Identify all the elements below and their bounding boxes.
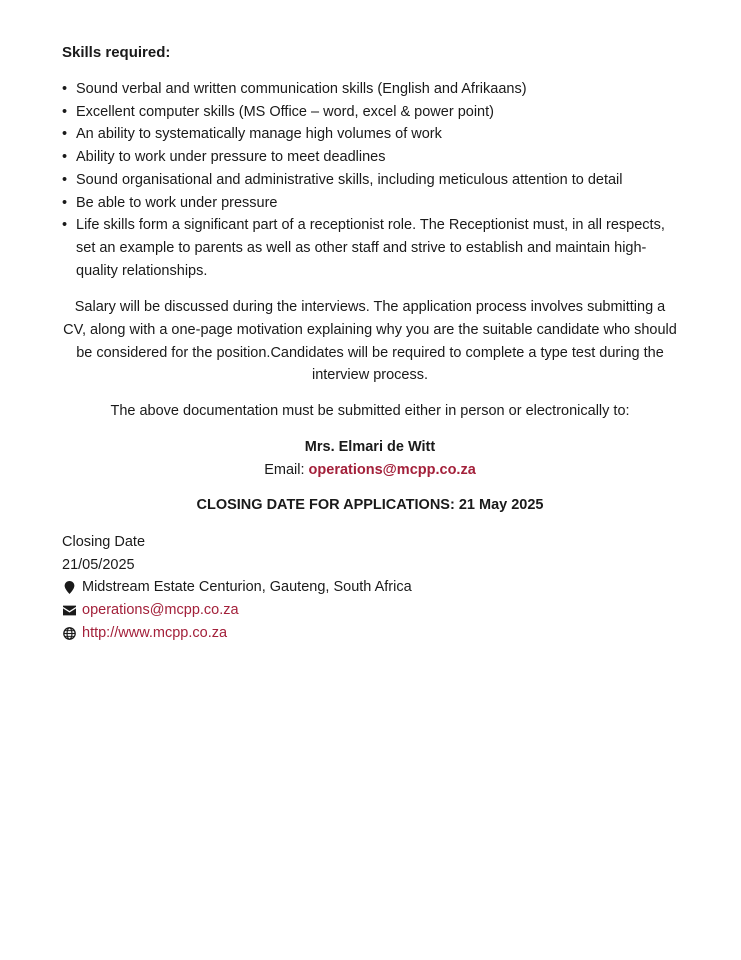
skill-text: Be able to work under pressure xyxy=(76,194,278,211)
closing-date-banner: CLOSING DATE FOR APPLICATIONS: 21 May 2025 xyxy=(196,497,544,514)
bullet-icon: • xyxy=(62,194,68,211)
job-posting xyxy=(62,40,678,644)
list-item xyxy=(62,78,678,101)
list-item xyxy=(62,123,678,146)
bullet-icon: • xyxy=(62,81,68,97)
location-text: Midstream Estate Centurion, Gauteng, South Africa xyxy=(82,579,412,596)
list-item xyxy=(62,169,678,192)
skill-text: Sound organisational and administrative skills, including meticulous attention to detail xyxy=(76,171,623,188)
skill-text: Life skills form a significant part of a receptionist role. The Receptionist must, in all respects, set an example to parents as well as other staff and strive to establish and maintain high-quality relationships. xyxy=(76,217,665,279)
location-row xyxy=(62,576,678,599)
job-meta xyxy=(62,531,678,645)
contact-name: Mrs. Elmari de Witt xyxy=(304,438,436,455)
skill-text: Sound verbal and written communication skills (English and Afrikaans) xyxy=(76,81,527,97)
closing-date-value: 21/05/2025 xyxy=(62,556,135,573)
map-marker-icon xyxy=(62,580,77,595)
list-item xyxy=(62,214,678,282)
website-link[interactable]: http://www.mcpp.co.za xyxy=(82,624,228,641)
bullet-icon: • xyxy=(62,103,68,120)
skill-text: Excellent computer skills (MS Office – word, excel & power point) xyxy=(76,103,494,120)
meta-email-link[interactable]: operations@mcpp.co.za xyxy=(82,602,239,619)
list-item xyxy=(62,146,678,169)
globe-icon xyxy=(62,626,77,641)
bullet-icon: • xyxy=(62,126,68,143)
email-label: Email: xyxy=(264,461,309,478)
list-item xyxy=(62,192,678,215)
documentation-paragraph: The above documentation must be submitted either in person or electronically to: xyxy=(110,403,630,420)
email-row xyxy=(62,599,678,622)
bullet-icon: • xyxy=(62,217,68,234)
skills-list xyxy=(62,78,678,282)
contact-email-line xyxy=(62,459,678,482)
skill-text: Ability to work under pressure to meet deadlines xyxy=(76,149,386,166)
skill-text: An ability to systematically manage high volumes of work xyxy=(76,126,442,143)
skills-heading: Skills required: xyxy=(62,44,171,61)
bullet-icon: • xyxy=(62,171,68,188)
envelope-icon xyxy=(62,603,77,618)
list-item xyxy=(62,101,678,124)
bullet-icon: • xyxy=(62,149,68,166)
website-row xyxy=(62,622,678,645)
salary-paragraph: Salary will be discussed during the interviews. The application process involves submitting a CV, along with a one-page motivation explaining why you are the suitable candidate who should be considered for the position.Candidates will be required to complete a type test during the interview process. xyxy=(63,299,677,384)
contact-email-link[interactable]: operations@mcpp.co.za xyxy=(308,461,476,478)
closing-date-label: Closing Date xyxy=(62,533,146,550)
